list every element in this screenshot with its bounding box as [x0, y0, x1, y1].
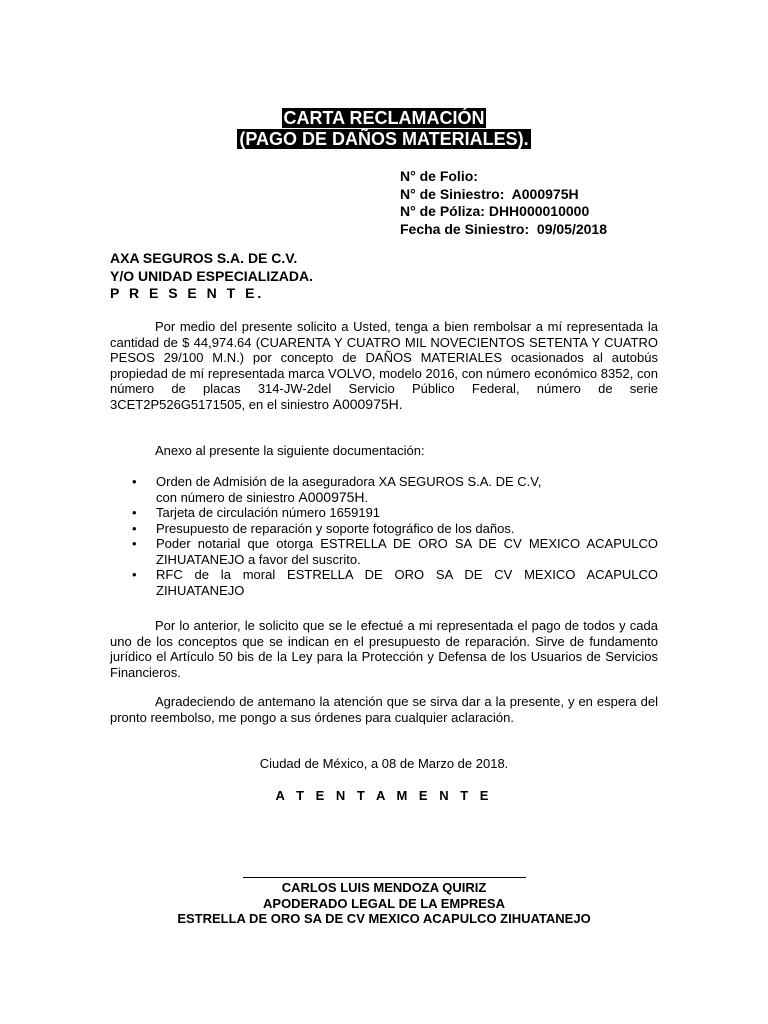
addressee-company: AXA SEGUROS S.A. DE C.V.	[110, 250, 298, 266]
signer-company: ESTRELLA DE ORO SA DE CV MEXICO ACAPULCO ZIHUATANEJO	[177, 911, 591, 926]
paragraph-thanks: Agradeciendo de antemano la atención que se sirva dar a la presente, y en espera del pronto reembolso, me pongo a sus órdenes para cualquier aclaración.	[110, 694, 658, 725]
bullet-icon: •	[132, 505, 137, 520]
list-item	[130, 567, 658, 598]
bullet-icon: •	[132, 567, 137, 582]
letter-title	[0, 108, 768, 150]
paragraph-request	[110, 319, 658, 412]
closing-salutation: A T E N T A M E N T E	[275, 788, 493, 803]
list-item	[130, 536, 658, 567]
folio-number: N° de Folio:	[400, 168, 478, 184]
paragraph-request-text: Por medio del presente solicito a Usted, tenga a bien rembolsar a mí representada la cantidad de $ 44,974.64 (CUARENTA Y CUATRO MIL NOVECIENTOS SETENTA Y CUATRO PESOS 29/100 M.N.) por concepto de DAÑOS MATERIALES ocasionados al autobús propiedad de mí representada marca VOLVO, modelo 2016, con número económico 8352, con número de placas 314-JW-2del Servicio Público Federal, número de serie 3CET2P526G5171505, en el siniestro	[110, 319, 658, 412]
signer-role: APODERADO LEGAL DE LA EMPRESA	[263, 895, 505, 911]
list-item	[130, 474, 658, 490]
list-item	[130, 521, 658, 537]
document-item-2: Tarjeta de circulación número 1659191	[156, 505, 381, 520]
list-item	[130, 505, 658, 521]
signature-line	[243, 877, 526, 878]
bullet-icon: •	[132, 474, 137, 489]
bullet-icon: •	[132, 520, 137, 536]
document-item-3: Presupuesto de reparación y soporte fotográfico de los daños.	[156, 520, 515, 536]
document-item-5: RFC de la moral ESTRELLA DE ORO SA DE CV MEXICO ACAPULCO ZIHUATANEJO	[156, 567, 658, 598]
documents-list	[130, 474, 658, 598]
list-item-continuation	[130, 490, 658, 506]
policy-number: N° de Póliza: DHH000010000	[400, 203, 590, 219]
document-item-1: Orden de Admisión de la aseguradora XA SEGUROS S.A. DE C.V,	[156, 474, 542, 489]
addressee-block	[110, 250, 313, 303]
claim-number: N° de Siniestro: A000975H	[400, 185, 579, 202]
title-line-2: (PAGO DE DAÑOS MATERIALES).	[239, 129, 529, 149]
city-date: Ciudad de México, a 08 de Marzo de 2018.	[259, 756, 509, 771]
addressee-unit: Y/O UNIDAD ESPECIALIZADA.	[110, 267, 314, 284]
paragraph-legal-basis: Por lo anterior, le solicito que se le efectué a mi representada el pago de todos y cada uno de los conceptos que se indican en el presupuesto de reparación. Sirve de fundamento jurídico el Artículo 50 bis de la Ley para la Protección y Defensa de los Usuarios de Servicios Financieros.	[110, 618, 658, 680]
document-item-1-claim: A000975H	[298, 488, 365, 505]
paragraph-request-claim: A000975H.	[332, 395, 403, 412]
claim-reference-block	[400, 168, 607, 238]
title-line-1: CARTA RECLAMACIÓN	[283, 108, 485, 128]
document-item-4: Poder notarial que otorga ESTRELLA DE ORO SA DE CV MEXICO ACAPULCO ZIHUATANEJO a favor del suscrito.	[156, 536, 658, 567]
addressee-presente: P R E S E N T E.	[110, 285, 265, 301]
document-item-1-dot: .	[364, 489, 369, 505]
document-item-1-cont: con número de siniestro	[156, 489, 295, 505]
annex-intro: Anexo al presente la siguiente documentación:	[155, 443, 425, 458]
claim-date: Fecha de Siniestro: 09/05/2018	[400, 220, 607, 237]
signer-name: CARLOS LUIS MENDOZA QUIRIZ	[281, 880, 487, 895]
signature-block	[0, 880, 768, 927]
bullet-icon: •	[132, 536, 137, 551]
